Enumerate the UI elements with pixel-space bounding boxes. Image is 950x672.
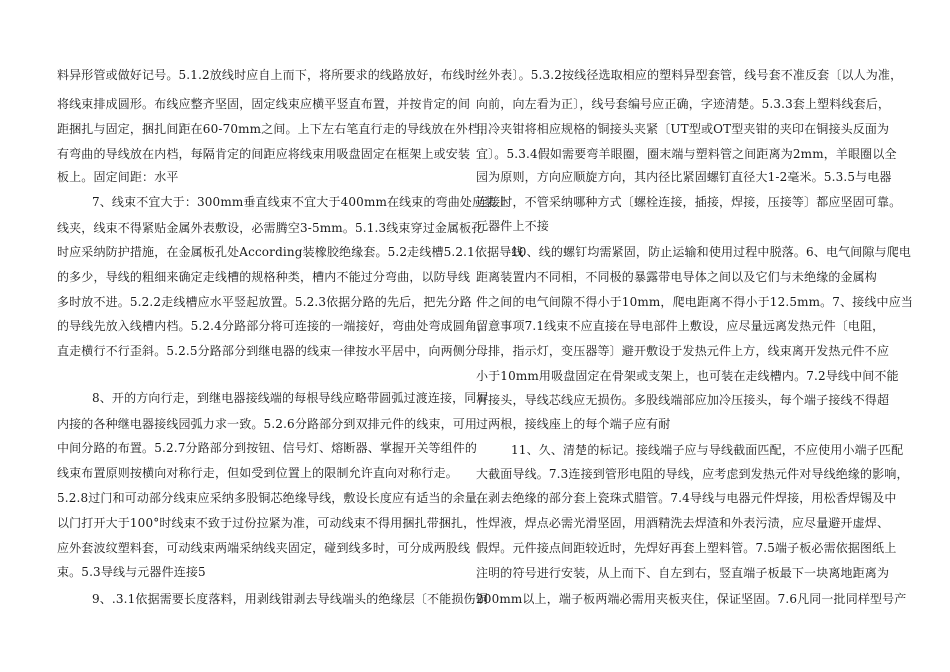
text-line: 小于10mm用吸盘固定在骨架或支架上，也可装在走线槽内。7.2导线中间不能: [476, 369, 899, 383]
text-line: 丝外表〕。5.3.2按线径选取相应的塑料异型套管，线号套不准反套〔以人为准，: [476, 68, 903, 82]
paragraph-start-line: 10、线的螺钉均需紧固，防止运输和使用过程中脱落。6、电气间隙与爬电: [511, 245, 912, 259]
text-line: 200mm以上，端子板两端必需用夹板夹住，保证坚固。7.6凡同一批同样型号产: [476, 592, 907, 606]
text-line: 元器件上不接: [476, 219, 549, 233]
text-line: 距捆扎与固定，捆扎间距在60-70mm之间。上下左右笔直行走的导线放在外档，: [57, 122, 493, 136]
text-line: 大截面导线。7.3连接到管形电阻的导线，应考虑到发热元件对导线绝缘的影响，: [476, 467, 909, 481]
text-line: 以门打开大于100°时线束不致于过份拉紧为准，可动线束不得用捆扎带捆扎，: [57, 516, 476, 530]
text-line: 距离装置内不同相，不同极的暴露带电导体之间以及它们与未绝缘的金属构: [476, 270, 877, 284]
text-line: 连接时，不管采纳哪种方式〔螺栓连接，插接，焊接，压接等〕都应坚固可靠。: [476, 195, 902, 209]
text-line: 注明的符号进行安装，从上而下、自左到右，竖直端子板最下一块离地距离为: [476, 566, 890, 580]
text-line: 5.2.8过门和可动部分线束应采纳多股铜芯绝缘导线，敷设长度应有适当的余量，: [57, 491, 490, 505]
text-line: 内接的各种继电器接线园弧力求一致。5.2.6分路部分到双排元件的线束，可用: [57, 417, 478, 431]
text-line: 性焊液，焊点必需光滑坚固，用酒精洗去焊渣和外表污渍，应尽量避开虚焊、: [476, 516, 890, 530]
paragraph-start-line: 7、线束不宜大于：300mm垂直线束不宜大于400mm在线束的弯曲处应装上: [92, 195, 509, 209]
text-line: 线束布置原则按横向对称行走，但如受到位置上的限制允许直向对称行走。: [57, 466, 458, 480]
text-line: 园为原则，方向应顺旋方向，其内径比紧固螺钉直径大1-2毫米。5.3.5与电器: [476, 170, 892, 184]
text-line: 应外套波纹塑料套，可动线束两端采纳线夹固定，碰到线多时，可分成两股线: [57, 541, 471, 555]
text-line: 过两根，接线座上的每个端子应有耐: [476, 417, 671, 431]
text-line: 将线束排成圆形。布线应整齐坚固，固定线束应横平竖直布置，并按肯定的间: [57, 97, 471, 111]
text-line: 留意事项7.1线束不应直接在导电部件上敷设，应尽量远离发热元件〔电阻，: [476, 319, 885, 333]
text-line: 宜〕。5.3.4假如需要弯羊眼圈，圈末端与塑料管之间距离为2mm，羊眼圈以全: [476, 147, 897, 161]
text-line: 向前，向左看为正〕，线号套编号应正确，字迹清楚。5.3.3套上塑料线套后，: [476, 97, 891, 111]
paragraph-start-line: 11、久、清楚的标记。接线端子应与导线截面匹配，不应使用小端子匹配: [511, 443, 904, 457]
text-line: 直走横行不行歪斜。5.2.5分路部分到继电器的线束一律按水平居中，向两侧分: [57, 344, 478, 358]
text-line: 件之间的电气间隙不得小于10mm，爬电距离不得小于12.5mm。7、接线中应当: [476, 295, 913, 309]
text-line: 的多少，导线的粗细来确定走线槽的规格种类，槽内不能过分弯曲，以防导线: [57, 270, 471, 284]
paragraph-start-line: 9、.3.1依据需要长度落料，用剥线钳剥去导线端头的绝缘层〔不能损伤铜: [92, 592, 488, 606]
text-line: 有弯曲的导线放在内档，每隔肯定的间距应将线束用吸盘固定在框架上或安装: [57, 147, 471, 161]
text-line: 线夹，线束不得紧贴金属外表敷设，必需腾空3-5mm。5.1.3线束穿过金属板孔: [57, 221, 484, 235]
text-line: 母排，指示灯，变压器等〕避开敷设于发热元件上方，线束离开发热元件不应: [476, 344, 890, 358]
text-line: 在剥去绝缘的部分套上瓷珠式腊管。7.4导线与电器元件焊接，用松香焊锡及中: [476, 491, 897, 505]
text-line: 多时放不进。5.2.2走线槽应水平竖起放置。5.2.3依据分路的先后，把先分路: [57, 295, 472, 309]
text-line: 时应采纳防护措施，在金属板孔处According装橡胶绝缘套。5.2走线槽5.2.1依据导线: [57, 245, 524, 259]
text-line: 束。5.3导线与元器件连接5: [57, 565, 206, 579]
paragraph-start-line: 8、开的方向行走，到继电器接线端的每根导线应略带圆弧过渡连接，同屏: [92, 391, 489, 405]
text-line: 假焊。元件接点间距较近时，先焊好再套上塑料管。7.5端子板必需依据图纸上: [476, 541, 897, 555]
text-line: 的导线先放入线槽内档。5.2.4分路部分将可连接的一端接好，弯曲处弯成圆角，: [57, 319, 490, 333]
text-line: 板上。固定间距：水平: [57, 170, 179, 184]
text-line: 中间分路的布置。5.2.7分路部分到按钮、信号灯、熔断器、掌握开关等组件的: [57, 441, 478, 455]
text-line: 料异形管或做好记号。5.1.2放线时应自上而下，将所要求的线路放好，布线时: [57, 68, 478, 82]
text-line: 有接头，导线芯线应无损伤。多股线端部应加冷压接头，每个端子接线不得超: [476, 393, 890, 407]
text-line: 用冷夹钳将相应规格的铜接头夹紧〔UT型或OT型夹钳的夹印在铜接头反面为: [476, 122, 890, 136]
